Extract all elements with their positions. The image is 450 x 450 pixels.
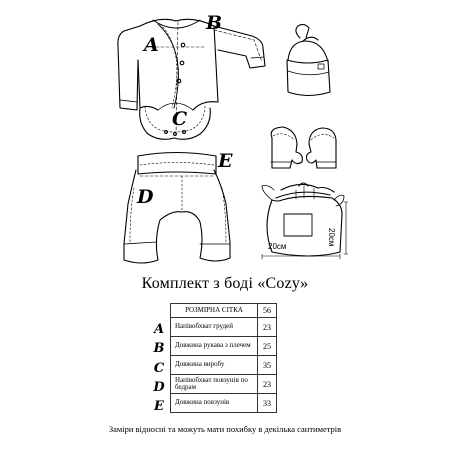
row-name: Напівобхват грудей	[171, 318, 258, 337]
row-value: 33	[258, 394, 277, 413]
measurement-disclaimer: Заміри відносні та можуть мати похибку в декілька сантиметрів	[108, 424, 342, 434]
table-row	[171, 318, 277, 337]
size-table-header-size: 56	[258, 304, 277, 318]
size-table-header-row	[171, 304, 277, 318]
hat-drawing	[287, 24, 330, 95]
row-name: Напівобхват повзунів по бедрам	[171, 375, 258, 394]
row-name: Довжина повзунів	[171, 394, 258, 413]
row-letter: A	[153, 322, 165, 337]
measure-label-c: C	[172, 108, 188, 130]
measure-label-b: B	[206, 12, 223, 34]
measure-label-e: E	[218, 150, 233, 172]
table-row	[171, 356, 277, 375]
row-value: 25	[258, 337, 277, 356]
size-table-header-label: РОЗМІРНА СІТКА	[171, 304, 258, 318]
row-letter: C	[153, 361, 165, 376]
bodysuit-drawing	[118, 19, 265, 139]
size-table	[170, 303, 277, 413]
row-letter: D	[153, 380, 165, 395]
bag-width-label: 20см	[268, 242, 287, 251]
row-letter: E	[154, 399, 164, 414]
row-name: Довжина виробу	[171, 356, 258, 375]
table-row	[171, 337, 277, 356]
product-title: Комплект з боді «Cozy»	[141, 275, 309, 292]
row-value: 23	[258, 375, 277, 394]
mittens-drawing	[271, 127, 336, 168]
row-name: Довжина рукава з плечем	[171, 337, 258, 356]
bag-height-label: 20см	[327, 228, 336, 247]
table-row	[171, 375, 277, 394]
table-row	[171, 394, 277, 413]
row-value: 35	[258, 356, 277, 375]
row-value: 23	[258, 318, 277, 337]
measure-label-a: A	[144, 34, 159, 56]
row-letter: B	[153, 341, 165, 356]
measure-label-d: D	[137, 186, 154, 208]
